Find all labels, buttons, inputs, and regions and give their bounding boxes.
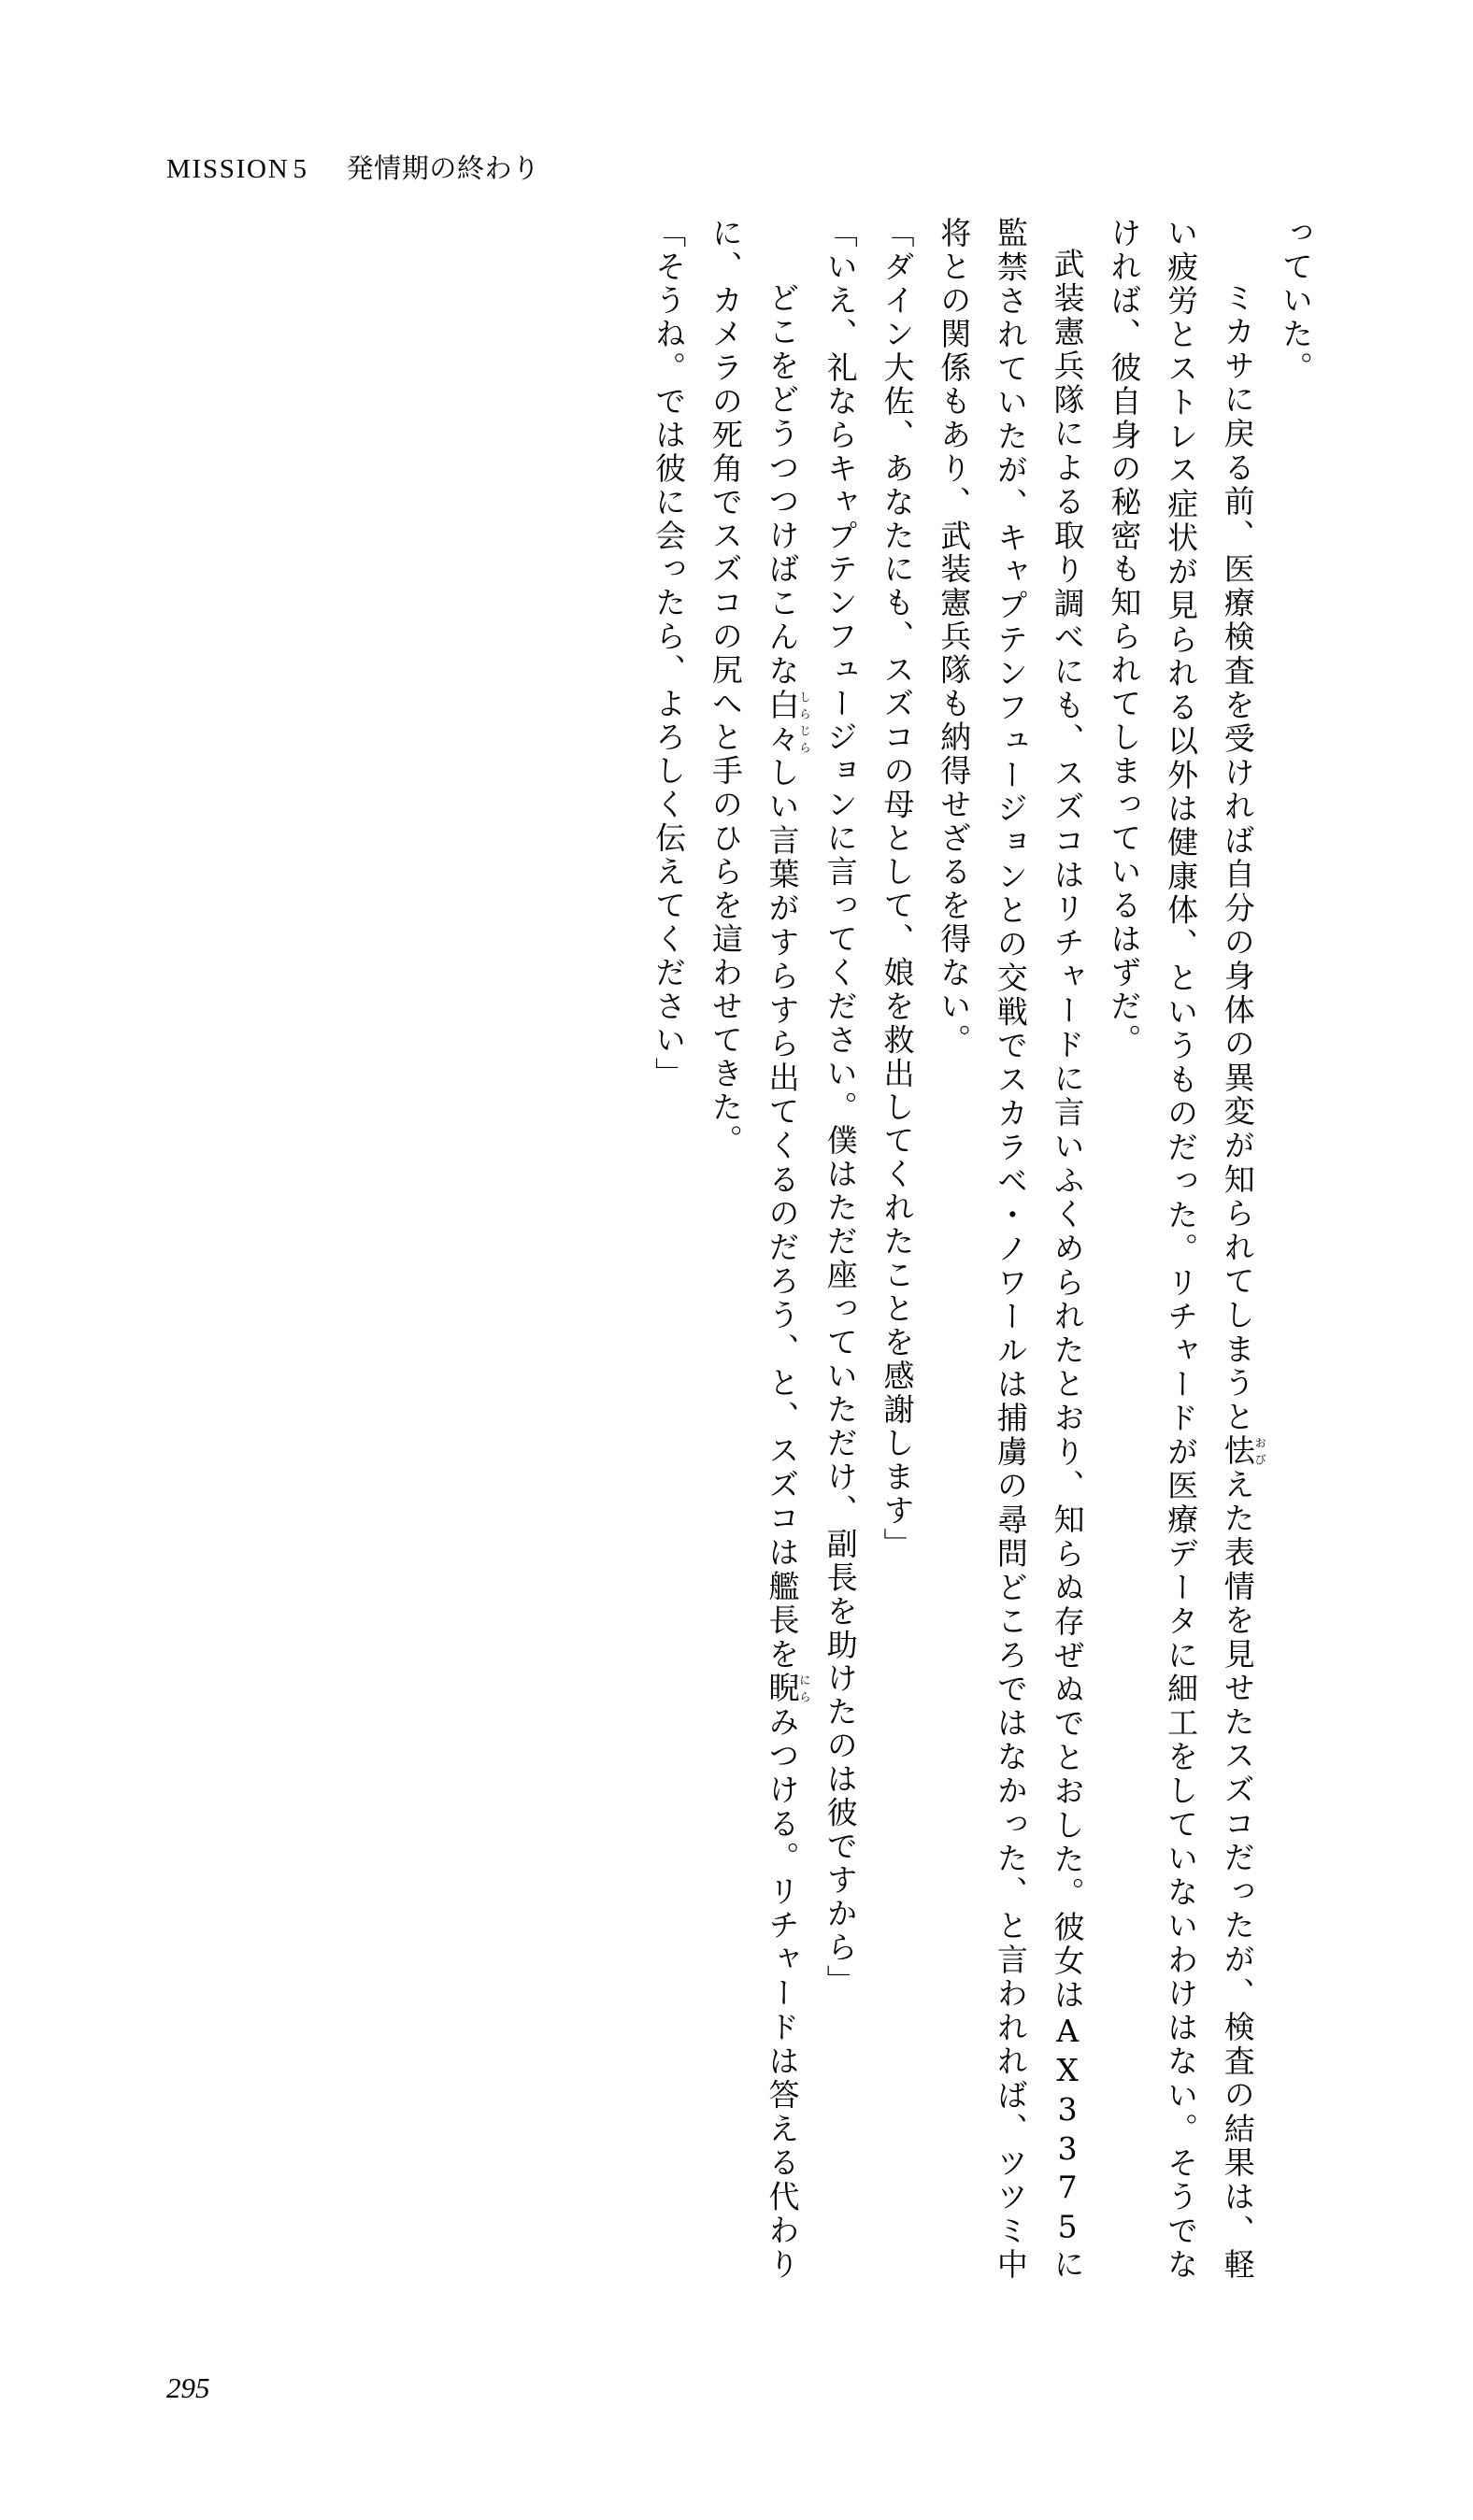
ruby-nira: 睨にら <box>764 1672 812 1706</box>
running-head <box>166 148 540 186</box>
body-text <box>174 217 1323 2282</box>
paragraph-7: 「そうね。では彼に会ったら、よろしく伝えてください」 <box>651 217 688 1091</box>
mission-number: 5 <box>293 154 307 184</box>
paragraph-5: 「いえ、礼ならキャプテンフュージョンに言ってください。僕はただ座っていただけ、副長を助けたのは彼ですから」 <box>822 217 859 1999</box>
paragraph-4: 「ダイン大佐、あなたにも、スズコの母として、娘を救出してくれたことを感謝します」 <box>879 217 916 1561</box>
paragraph-1: っていた。 <box>1278 217 1314 385</box>
page-number: 295 <box>166 2371 210 2404</box>
paragraph-3: 武装憲兵隊による取り調べにも、スズコはリチャードに言いふくめられたとおり、知らぬ存ぜぬでとおした。彼女はAX3375に監禁されていたが、キャプテンフュージョンとの交戦でスカラベ・ノワールは捕虜の尋問どころではなかった、と言われれば、ツツミ中将との関係もあり、武装憲兵隊も納得せざるを得ない。 <box>936 217 1086 2282</box>
paragraph-2: ミカサに戻る前、医療検査を受ければ自分の身体の異変が知られてしまうと怯おびえた表情を見せたスズコだったが、検査の結果は、軽い疲労とストレス症状が見られる以外は健康体、というものだった。リチャードが医療データに細工をしていないわけはない。そうでなければ、彼自身の秘密も知られてしまっているはずだ。 <box>1106 217 1267 2282</box>
chapter-title: 発情期の終わり <box>346 152 540 184</box>
paragraph-6: どこをどうつつけばこんな白々しらじらしい言葉がすらすら出てくるのだろう、と、スズコは艦長を睨にらみつける。リチャードは答える代わりに、カメラの死角でスズコの尻へと手のひらを這わせてきた。 <box>707 217 812 2282</box>
ruby-shirajira: 白々しらじら <box>764 688 812 757</box>
ruby-obi: 怯おび <box>1219 1434 1267 1469</box>
mission-label: MISSION <box>166 154 290 184</box>
